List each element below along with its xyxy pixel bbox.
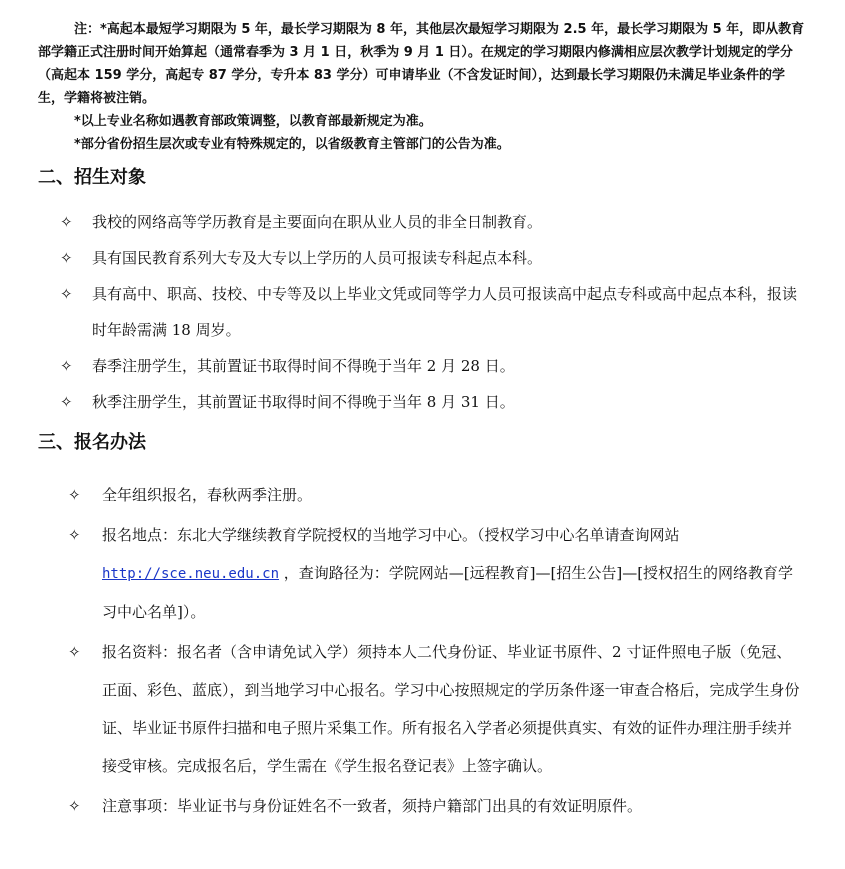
list-item: ✧ 报名资料：报名者（含申请免试入学）须持本人二代身份证、毕业证书原件、2 寸证件照电子版（免冠、正面、彩色、蓝底），到当地学习中心报名。学习中心按照规定的学历条件逐一审查合格后，完成学生身份证、毕业证书原件扫描和电子照片采集工作。所有报名入学者必须提供真实、有效的证件办理注册手续并接受审核。完成报名后，学生需在《学生报名登记表》上签字确认。 xyxy=(68,633,800,785)
bullet-icon: ✧ xyxy=(68,643,81,661)
enrollment-targets-list xyxy=(60,204,800,420)
notes-block xyxy=(38,18,808,156)
note-study-period: 注：*高起本最短学习期限为 5 年，最长学习期限为 8 年，其他层次最短学习期限为 2.5 年，最长学习期限为 5 年，即从教育部学籍正式注册时间开始算起（通常春季为 3 月 1 日，秋季为 9 月 1 日）。在规定的学习期限内修满相应层次教学计划规定的学分（高起本 159 学分，高起专 87 学分，专升本 83 学分）可申请毕业（不含发证时间），达到最长学习期限仍未满足毕业条件的学生，学籍将被注销。 xyxy=(38,22,805,106)
bullet-icon: ✧ xyxy=(68,797,81,815)
list-item: ✧ 春季注册学生，其前置证书取得时间不得晚于当年 2 月 28 日。 xyxy=(60,348,800,384)
bullet-icon: ✧ xyxy=(68,486,81,504)
registration-method-list xyxy=(68,476,800,825)
bullet-icon: ✧ xyxy=(60,285,73,303)
bullet-icon: ✧ xyxy=(60,393,73,411)
list-item: ✧ 注意事项：毕业证书与身份证姓名不一致者，须持户籍部门出具的有效证明原件。 xyxy=(68,787,800,825)
list-item: ✧ 秋季注册学生，其前置证书取得时间不得晚于当年 8 月 31 日。 xyxy=(60,384,800,420)
bullet-icon: ✧ xyxy=(60,249,73,267)
bullet-icon: ✧ xyxy=(60,213,73,231)
list-item: ✧ 具有高中、职高、技校、中专等及以上毕业文凭或同等学力人员可报读高中起点专科或高中起点本科，报读时年龄需满 18 周岁。 xyxy=(60,276,800,348)
list-item: ✧ 我校的网络高等学历教育是主要面向在职从业人员的非全日制教育。 xyxy=(60,204,800,240)
note-province-rules: *部分省份招生层次或专业有特殊规定的，以省级教育主管部门的公告为准。 xyxy=(74,137,510,152)
bullet-icon: ✧ xyxy=(60,357,73,375)
section-heading-enrollment-targets: 二、招生对象 xyxy=(38,167,146,188)
list-item: ✧ 全年组织报名，春秋两季注册。 xyxy=(68,476,800,514)
section-heading-registration-method: 三、报名办法 xyxy=(38,432,146,453)
list-item: ✧ 具有国民教育系列大专及大专以上学历的人员可报读专科起点本科。 xyxy=(60,240,800,276)
list-item: ✧ 报名地点：东北大学继续教育学院授权的当地学习中心。（授权学习中心名单请查询网站 http://sce.neu.edu.cn ，查询路径为：学院网站—[远程教育]—[招生公告]—[授权招生的网络教育学习中心名单]）。 xyxy=(68,516,800,631)
note-major-policy: *以上专业名称如遇教育部政策调整，以教育部最新规定为准。 xyxy=(74,114,432,129)
bullet-icon: ✧ xyxy=(68,526,81,544)
school-website-link[interactable]: http://sce.neu.edu.cn xyxy=(102,566,280,582)
